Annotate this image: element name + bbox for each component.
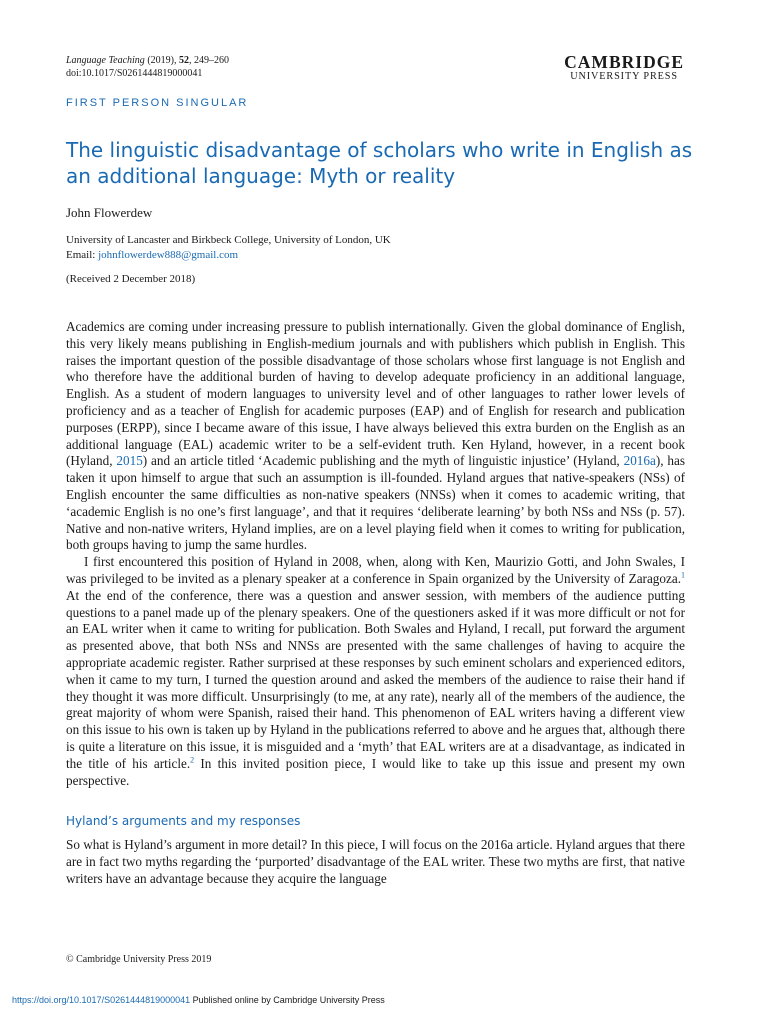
article-title: The linguistic disadvantage of scholars who write in English as an additional language: Myth or reality — [66, 138, 693, 188]
paragraph-text: I first encountered this position of Hyland in 2008, when, along with Ken, Maurizio Gotti, and John Swales, I was privileged to be invited as a plenary speaker at a conference in Spain organized by the University of Zaragoza. — [66, 554, 685, 586]
paragraph-text: At the end of the conference, there was a question and answer session, with members of the audience putting questions to a panel made up of the plenary speakers. One of the questioners asked if it was more difficult or not for an EAL writer when it came to writing for publication. Both Swales and Hyland, I recall, put forward the argument as presented above, that both NSs and NNSs are presented with the same challenges of having to acquire the appropriate academic register. Rather surprised at these responses by such eminent scholars and experienced editors, when it came to my turn, I turned the question around and asked the members of the audience to raise their hand if they thought it was more difficult. Unsurprisingly (to me, at any rate), nearly all of the members of the audience, the great majority of whom were Spanish, raised their hand. This phenomenon of EAL writers having a different view on this issue to his own is taken up by Hyland in the publications referred to above and he argues that, although there is quite a literature on this issue, it is misguided and a ‘myth’ that EAL writers are at a disadvantage, as indicated in the title of his article. — [66, 587, 685, 771]
article-body — [66, 319, 685, 888]
author-affiliation-block — [66, 233, 391, 263]
doi-link[interactable]: https://doi.org/10.1017/S0261444819000041 — [12, 995, 191, 1005]
cambridge-logo — [564, 53, 684, 83]
journal-year: (2019), — [144, 55, 179, 66]
published-online-text: Published online by Cambridge University Press — [190, 995, 385, 1005]
paragraph-2 — [66, 554, 685, 789]
logo-cambridge: CAMBRIDGE — [564, 52, 684, 72]
email-link[interactable]: johnflowerdew888@gmail.com — [98, 249, 239, 261]
journal-pages: , 249–260 — [188, 55, 229, 66]
paragraph-3: So what is Hyland’s argument in more detail? In this piece, I will focus on the 2016a article. Hyland argues that there are in fact two myths regarding the ‘purported’ disadvantage of the EAL writer. These two myths are first, that native writers have an advantage because they acquire the language — [66, 837, 685, 886]
journal-volume: 52 — [178, 55, 189, 66]
article-doi: doi:10.1017/S0261444819000041 — [66, 68, 203, 79]
copyright-notice: © Cambridge University Press 2019 — [66, 954, 212, 965]
section-label: FIRST PERSON SINGULAR — [66, 97, 249, 109]
email-line — [66, 248, 391, 263]
email-label: Email: — [66, 249, 99, 261]
section-heading: Hyland’s arguments and my responses — [66, 814, 301, 829]
author-name: John Flowerdew — [66, 205, 153, 220]
footer-publication-line — [12, 995, 385, 1005]
journal-name: Language Teaching — [66, 55, 145, 66]
footnote-link-1[interactable]: 1 — [681, 570, 685, 580]
paragraph-text: ), has taken it upon himself to argue that such an assumption is ill-founded. Hyland argues that native-speakers (NSs) of English encounter the same difficulties as non-native speakers (NNSs) when it comes to academic writing, that ‘academic English is no one’s first language’, and that it requires ‘deliberate learning’ by both NSs and NSs (p. 57). Native and non-native writers, Hyland implies, are on a level playing field when it comes to writing for publication, both groups having to jump the same hurdles. — [66, 453, 685, 553]
paragraph-1 — [66, 319, 685, 554]
received-date: (Received 2 December 2018) — [66, 273, 196, 285]
citation-link-2016a[interactable]: 2016a — [623, 453, 656, 469]
journal-citation — [66, 54, 229, 80]
paragraph-text: Academics are coming under increasing pressure to publish internationally. Given the global dominance of English, this very likely means publishing in English-medium journals and with publishers which publish in English. This raises the important question of the possible disadvantage of those scholars whose first language is not English and who therefore have the additional burden of having to develop adequate proficiency in an additional language, English. As a student of modern languages to university level and of other languages to rather lower levels of proficiency and as a teacher of English for academic purposes (EAP) and of English for research and publication purposes (ERPP), since I became aware of this issue, I have always believed this extra burden on the English as an additional language (EAL) academic writer to be a self-evident truth. Ken Hyland, however, in a recent book (Hyland, — [66, 319, 685, 469]
affiliation: University of Lancaster and Birkbeck College, University of London, UK — [66, 234, 391, 246]
citation-link-2015[interactable]: 2015 — [116, 453, 143, 469]
logo-university-press: UNIVERSITY PRESS — [570, 71, 678, 82]
paragraph-text: ) and an article titled ‘Academic publishing and the myth of linguistic injustice’ (Hyland, — [142, 453, 624, 469]
paragraph-text: In this invited position piece, I would like to take up this issue and present my own perspective. — [66, 755, 685, 788]
footnote-link-2[interactable]: 2 — [190, 755, 195, 765]
